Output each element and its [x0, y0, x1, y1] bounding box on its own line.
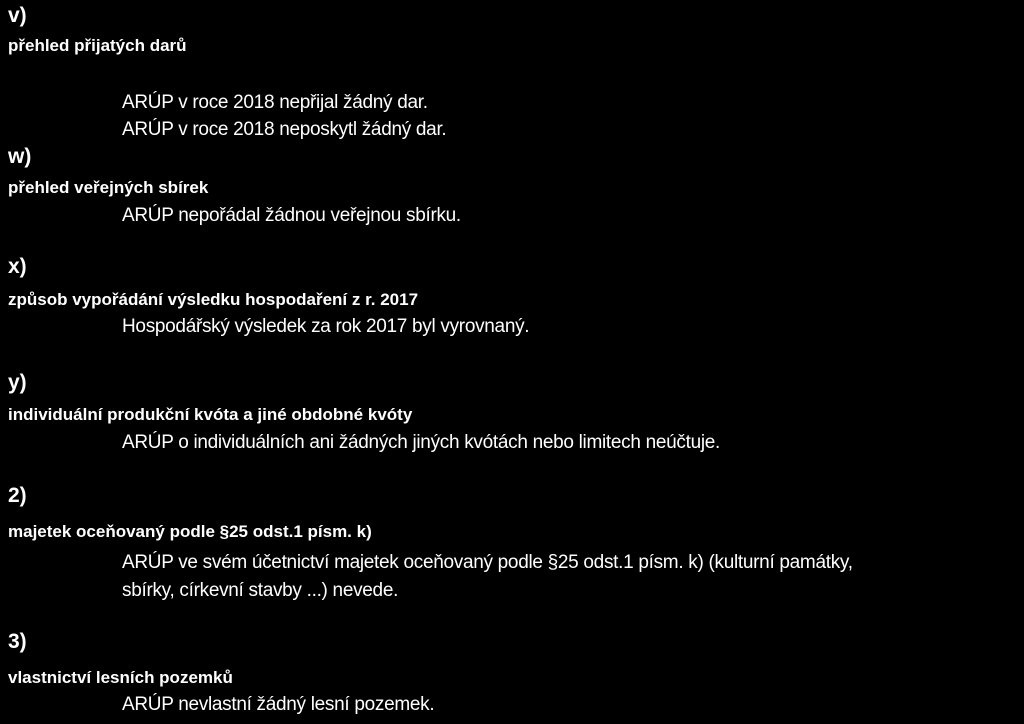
section-y-letter: y) [8, 371, 27, 394]
section-v-heading: přehled přijatých darů [8, 36, 187, 55]
section-3-letter: 3) [8, 630, 27, 653]
section-2-heading: majetek oceňovaný podle §25 odst.1 písm. k) [8, 522, 372, 541]
section-v-line-2: ARÚP v roce 2018 neposkytl žádný dar. [122, 119, 447, 140]
section-x-heading: způsob vypořádání výsledku hospodaření z r. 2017 [8, 290, 419, 309]
section-2-line-1: ARÚP ve svém účetnictví majetek oceňovaný podle §25 odst.1 písm. k) (kulturní památky, [122, 552, 853, 573]
section-3-line-1: ARÚP nevlastní žádný lesní pozemek. [122, 694, 435, 715]
section-w-line-1: ARÚP nepořádal žádnou veřejnou sbírku. [122, 205, 461, 226]
section-w-heading: přehled veřejných sbírek [8, 178, 209, 197]
section-v-letter: v) [8, 4, 27, 27]
section-x-letter: x) [8, 255, 27, 278]
section-w-letter: w) [8, 145, 32, 168]
section-2-letter: 2) [8, 484, 27, 507]
section-y-heading: individuální produkční kvóta a jiné obdobné kvóty [8, 405, 413, 424]
section-x-line-1: Hospodářský výsledek za rok 2017 byl vyrovnaný. [122, 316, 530, 337]
section-v-line-1: ARÚP v roce 2018 nepřijal žádný dar. [122, 92, 428, 113]
section-2-line-2: sbírky, církevní stavby ...) nevede. [122, 580, 399, 601]
section-y-line-1: ARÚP o individuálních ani žádných jiných kvótách nebo limitech neúčtuje. [122, 432, 721, 453]
section-3-heading: vlastnictví lesních pozemků [8, 668, 233, 687]
